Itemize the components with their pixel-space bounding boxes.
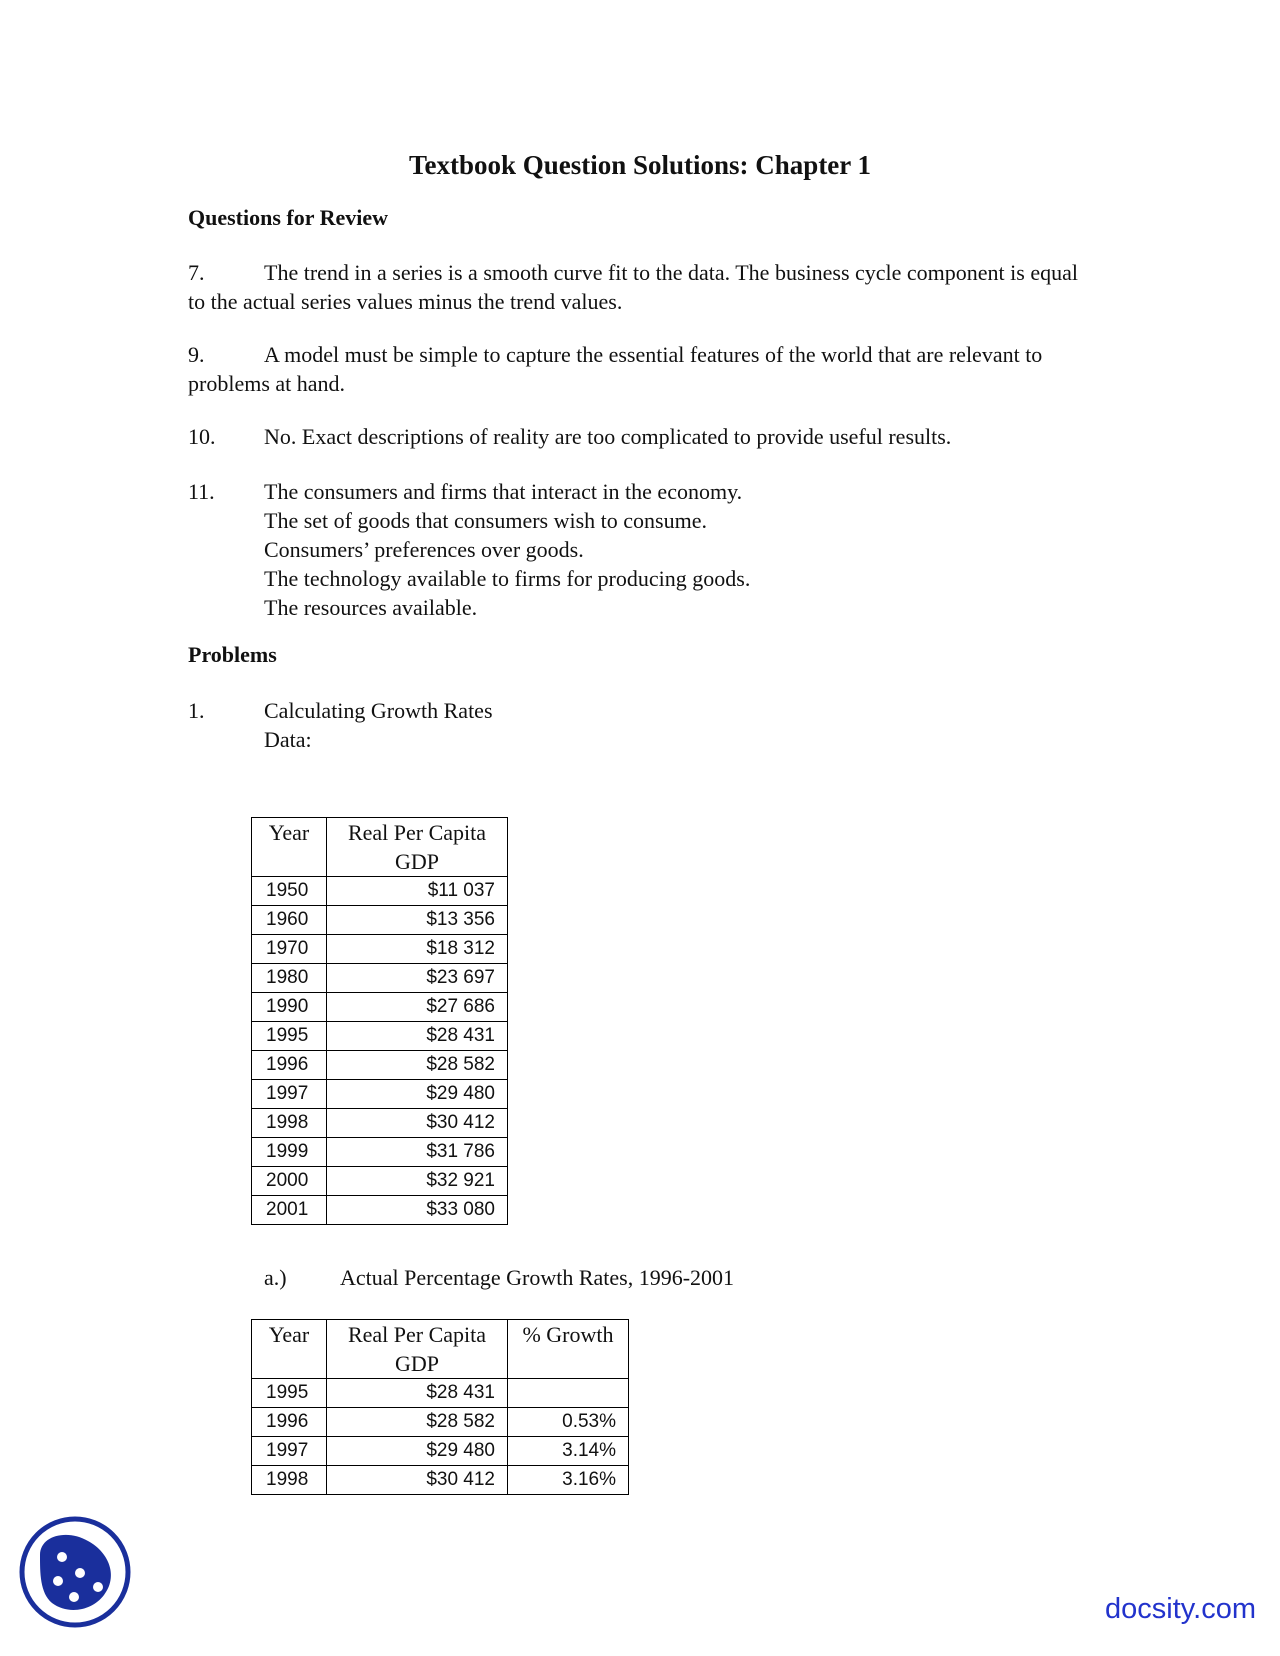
problem-1-data-label: Data:	[264, 727, 312, 752]
part-a	[264, 1265, 734, 1291]
part-a-title: Actual Percentage Growth Rates, 1996-2001	[340, 1265, 735, 1290]
list-item: The technology available to firms for producing goods.	[264, 566, 751, 591]
gdp-cell: $27 686	[327, 993, 508, 1022]
table-row	[252, 877, 508, 906]
year-cell: 1995	[252, 1022, 327, 1051]
growth-cell	[508, 1379, 629, 1408]
column-header-growth: % Growth	[508, 1320, 629, 1379]
gdp-cell: $23 697	[327, 964, 508, 993]
answer-11-list	[264, 477, 750, 622]
list-item: The resources available.	[264, 595, 478, 620]
table-row	[252, 964, 508, 993]
table-row	[252, 1196, 508, 1225]
year-cell: 1950	[252, 877, 327, 906]
gdp-cell: $28 582	[327, 1408, 508, 1437]
table-row	[252, 1408, 629, 1437]
gdp-cell: $31 786	[327, 1138, 508, 1167]
year-cell: 1996	[252, 1408, 327, 1437]
gdp-cell: $11 037	[327, 877, 508, 906]
docsity-brand-link[interactable]: docsity.com	[1105, 1593, 1256, 1625]
year-cell: 1996	[252, 1051, 327, 1080]
gdp-table	[251, 817, 508, 1225]
list-item: The set of goods that consumers wish to consume.	[264, 508, 707, 533]
gdp-cell: $32 921	[327, 1167, 508, 1196]
table-row	[252, 993, 508, 1022]
docsity-logo-icon	[18, 1515, 132, 1629]
gdp-cell: $29 480	[327, 1080, 508, 1109]
part-a-label: a.)	[264, 1265, 287, 1290]
growth-cell: 0.53%	[508, 1408, 629, 1437]
year-cell: 2001	[252, 1196, 327, 1225]
answer-9	[188, 340, 1088, 398]
year-cell: 1998	[252, 1466, 327, 1495]
problems-heading: Problems	[188, 642, 277, 667]
problem-1	[264, 696, 493, 754]
table-row	[252, 1051, 508, 1080]
column-header-gdp: Real Per Capita GDP	[327, 1320, 508, 1379]
answer-10-number: 10.	[188, 424, 216, 449]
gdp-cell: $30 412	[327, 1109, 508, 1138]
year-cell: 1960	[252, 906, 327, 935]
gdp-cell: $28 582	[327, 1051, 508, 1080]
answer-11-number: 11.	[188, 479, 215, 504]
problem-1-title: Calculating Growth Rates	[264, 698, 493, 723]
table-row	[252, 1138, 508, 1167]
gdp-cell: $18 312	[327, 935, 508, 964]
table-row	[252, 1437, 629, 1466]
year-cell: 1997	[252, 1437, 327, 1466]
answer-7-number: 7.	[188, 260, 205, 285]
table-row	[252, 1109, 508, 1138]
answer-9-text: A model must be simple to capture the essential features of the world that are relevant to problems at hand.	[188, 342, 1043, 396]
gdp-cell: $29 480	[327, 1437, 508, 1466]
year-cell: 1990	[252, 993, 327, 1022]
year-cell: 1998	[252, 1109, 327, 1138]
year-cell: 2000	[252, 1167, 327, 1196]
gdp-cell: $28 431	[327, 1022, 508, 1051]
table-row	[252, 1466, 629, 1495]
year-cell: 1995	[252, 1379, 327, 1408]
table-row	[252, 1379, 629, 1408]
answer-7-text: The trend in a series is a smooth curve fit to the data. The business cycle component is equal to the actual series values minus the trend values.	[188, 260, 1078, 314]
column-header-year: Year	[252, 1320, 327, 1379]
table-row	[252, 1167, 508, 1196]
answer-7	[188, 258, 1088, 316]
table-row	[252, 1022, 508, 1051]
answer-10-text: No. Exact descriptions of reality are too complicated to provide useful results.	[264, 424, 952, 449]
gdp-cell: $28 431	[327, 1379, 508, 1408]
gdp-cell: $30 412	[327, 1466, 508, 1495]
year-cell: 1970	[252, 935, 327, 964]
growth-cell: 3.14%	[508, 1437, 629, 1466]
page-title: Textbook Question Solutions: Chapter 1	[408, 150, 872, 180]
table-row	[252, 1080, 508, 1109]
growth-table	[251, 1319, 629, 1495]
column-header-year: Year	[252, 818, 327, 877]
gdp-cell: $13 356	[327, 906, 508, 935]
table-row	[252, 935, 508, 964]
list-item: Consumers’ preferences over goods.	[264, 537, 584, 562]
growth-cell: 3.16%	[508, 1466, 629, 1495]
column-header-gdp: Real Per Capita GDP	[327, 818, 508, 877]
review-heading: Questions for Review	[188, 205, 389, 230]
table-row	[252, 906, 508, 935]
year-cell: 1997	[252, 1080, 327, 1109]
list-item: The consumers and firms that interact in the economy.	[264, 479, 743, 504]
year-cell: 1999	[252, 1138, 327, 1167]
year-cell: 1980	[252, 964, 327, 993]
problem-1-number: 1.	[188, 698, 205, 723]
answer-10	[188, 422, 1188, 451]
gdp-cell: $33 080	[327, 1196, 508, 1225]
answer-9-number: 9.	[188, 342, 205, 367]
